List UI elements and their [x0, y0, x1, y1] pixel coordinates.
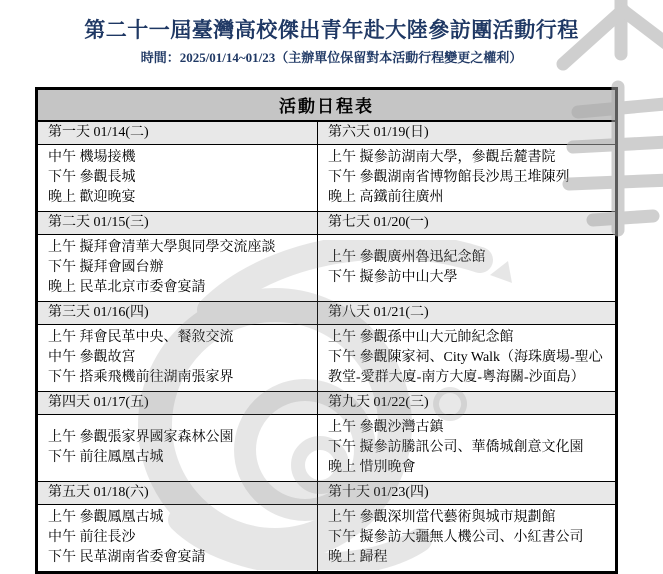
day-header-row — [38, 482, 615, 505]
schedule-item: 中午 機場接機 — [48, 150, 136, 165]
day-body-row — [38, 145, 615, 212]
schedule-item: 上午 參觀廣州魯迅紀念館 — [328, 250, 486, 265]
schedule-item: 上午 拜會民革中央、餐敘交流 — [48, 330, 234, 345]
schedule-item: 下午 前往鳳凰古城 — [48, 450, 164, 465]
day-header-row — [38, 392, 615, 415]
schedule-item: 中午 參觀故宮 — [48, 350, 136, 365]
schedule-item: 上午 參觀鳳凰古城 — [48, 510, 164, 525]
schedule-item: 下午 民革湖南省委會宴請 — [48, 550, 206, 565]
schedule-item: 晚上 歡迎晚宴 — [48, 190, 136, 205]
day-header-right: 第十天 01/23(四) — [328, 485, 429, 500]
day-body-row — [38, 235, 615, 302]
schedule-item: 下午 參觀陳家祠、City Walk（海珠廣場-聖心教堂-愛群大廈-南方大廈-粵海關-沙面島） — [328, 350, 603, 385]
day-activities-right — [318, 235, 615, 301]
schedule-item: 下午 擬參訪大疆無人機公司、小紅書公司 — [328, 530, 584, 545]
day-activities-right — [318, 415, 615, 481]
schedule-day-row — [38, 302, 615, 392]
day-body-row — [38, 505, 615, 571]
day-header-right: 第八天 01/21(二) — [328, 305, 429, 320]
schedule-item: 下午 參觀湖南省博物館長沙馬王堆陳列 — [328, 170, 570, 185]
day-header-left: 第二天 01/15(三) — [38, 212, 318, 234]
schedule-item: 上午 參觀沙灣古鎮 — [328, 420, 444, 435]
day-activities-left — [38, 145, 318, 211]
schedule-day-row — [38, 122, 615, 212]
schedule-item: 下午 搭乘飛機前往湖南張家界 — [48, 370, 234, 385]
schedule-item: 上午 擬參訪湖南大學，參觀岳麓書院 — [328, 150, 556, 165]
schedule-item: 下午 參觀長城 — [48, 170, 136, 185]
schedule-item: 下午 擬拜會國台辦 — [48, 260, 164, 275]
day-header-row — [38, 122, 615, 145]
schedule-item: 上午 參觀張家界國家森林公園 — [48, 430, 234, 445]
day-header-right: 第六天 01/19(日) — [328, 125, 429, 140]
day-body-row — [38, 325, 615, 392]
day-header-left: 第一天 01/14(二) — [38, 122, 318, 144]
schedule-table-title: 活動日程表 — [38, 90, 615, 122]
day-header-left: 第四天 01/17(五) — [38, 392, 318, 414]
day-header-row — [38, 302, 615, 325]
schedule-item: 晚上 高鐵前往廣州 — [328, 190, 444, 205]
day-header-right: 第七天 01/20(一) — [328, 215, 429, 230]
day-activities-right — [318, 325, 615, 391]
day-activities-right — [318, 505, 615, 571]
page-title: 第二十一屆臺灣高校傑出青年赴大陸參訪團活動行程 — [84, 18, 579, 42]
schedule-day-row — [38, 212, 615, 302]
schedule-item: 上午 擬拜會清華大學與同學交流座談 — [48, 240, 276, 255]
schedule-item: 下午 擬參訪騰訊公司、華僑城創意文化園 — [328, 440, 584, 455]
day-header-left: 第三天 01/16(四) — [38, 302, 318, 324]
day-header-right: 第九天 01/22(三) — [328, 395, 429, 410]
day-activities-left — [38, 325, 318, 391]
day-body-row — [38, 415, 615, 482]
schedule-item: 下午 擬參訪中山大學 — [328, 270, 458, 285]
schedule-item: 上午 參觀孫中山大元帥紀念館 — [328, 330, 514, 345]
day-activities-left — [38, 505, 318, 571]
page-subtitle: 時間：2025/01/14~01/23（主辦單位保留對本活動行程變更之權利） — [140, 50, 523, 65]
day-activities-right — [318, 145, 615, 211]
schedule-day-row — [38, 392, 615, 482]
day-activities-left — [38, 415, 318, 481]
schedule-item: 上午 參觀深圳當代藝術與城市規劃館 — [328, 510, 556, 525]
schedule-rows — [38, 122, 615, 571]
day-header-row — [38, 212, 615, 235]
day-header-left: 第五天 01/18(六) — [38, 482, 318, 504]
schedule-item: 晚上 民革北京市委會宴請 — [48, 280, 206, 295]
schedule-item: 晚上 惜別晚會 — [328, 460, 416, 475]
schedule-table — [35, 87, 618, 574]
schedule-item: 中午 前往長沙 — [48, 530, 136, 545]
schedule-day-row — [38, 482, 615, 571]
day-activities-left — [38, 235, 318, 301]
schedule-item: 晚上 歸程 — [328, 550, 388, 565]
